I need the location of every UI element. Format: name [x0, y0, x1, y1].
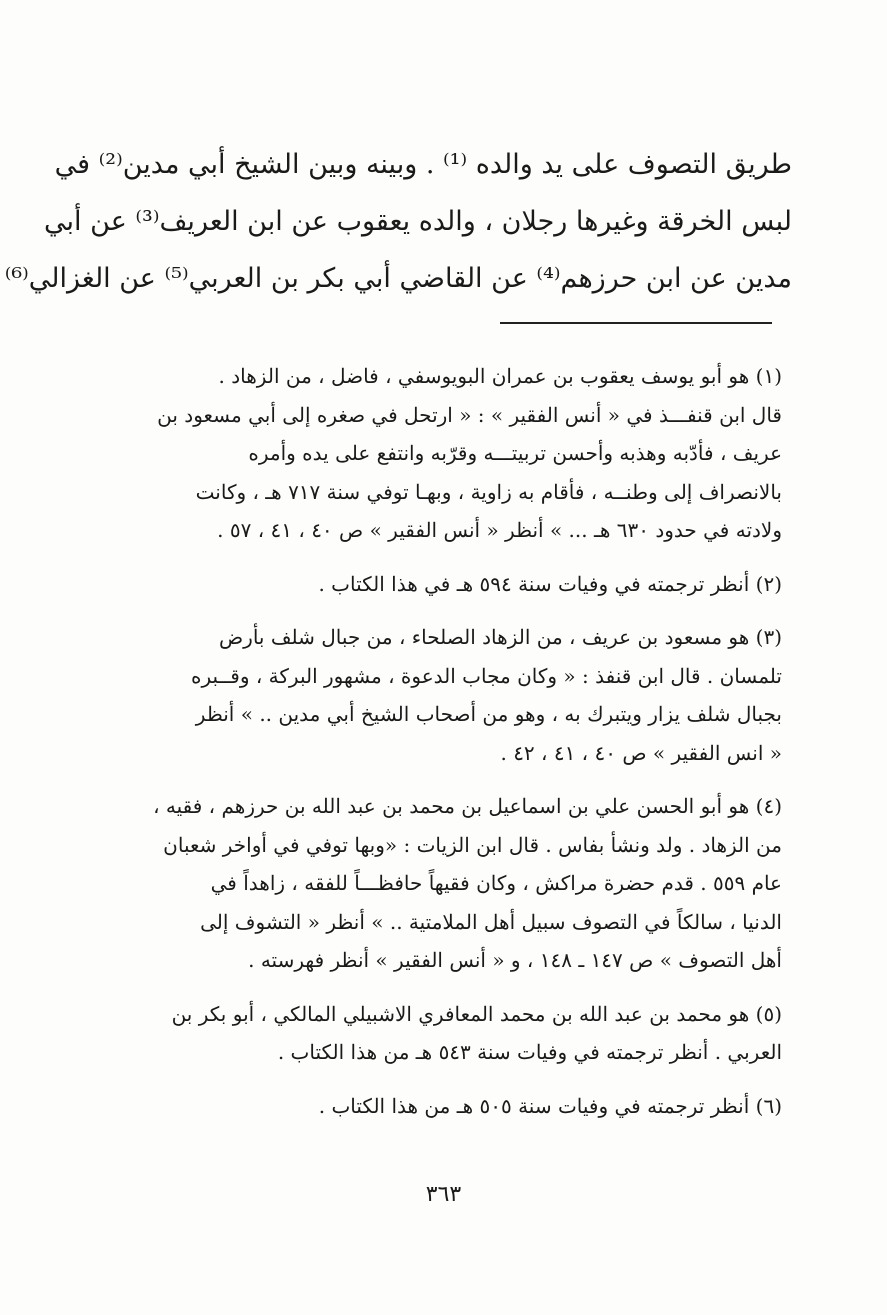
footnote-4 — [92, 787, 782, 980]
footnote-line: الدنيا ، سالكاً في التصوف سبيل أهل الملامتية .. » أنظر « التشوف إلى — [200, 909, 782, 934]
footnote-line: « انس الفقير » ص ٤٠ ، ٤١ ، ٤٢ . — [500, 740, 782, 765]
footnote-line: عريف ، فأدّبه وهذبه وأحسن تربيتـــه وقرّبه وانتفع على يده وأمره — [248, 441, 782, 465]
footnote-5 — [92, 995, 782, 1072]
footnote-line: تلمسان . قال ابن قنفذ : « وكان مجاب الدعوة ، مشهور البركة ، وقــبره — [191, 663, 782, 688]
footnote-1 — [92, 357, 782, 550]
footnote-line: قال ابن قنفـــذ في « أنس الفقير » : « ارتحل في صغره إلى أبي مسعود بن — [157, 402, 782, 427]
footnote-line: بالانصراف إلى وطنــه ، فأقام به زاوية ، وبهـا توفي سنة ٧١٧ هـ ، وكانت — [195, 479, 782, 504]
footnote-line: عام ٥٥٩ . قدم حضرة مراكش ، وكان فقيهاً حافظـــاً للفقه ، زاهداً في — [210, 871, 782, 895]
main-text-line: طريق التصوف على يد والده ⁽¹⁾ . وبينه وبين الشيخ أبي مدين⁽²⁾ في — [54, 149, 792, 180]
footnote-line: (١) هو أبو يوسف يعقوب بن عمران البويوسفي ، فاضل ، من الزهاد . — [218, 364, 782, 388]
main-text-line: مدين عن ابن حرزهم⁽⁴⁾ عن القاضي أبي بكر بن العربي⁽⁵⁾ عن الغزالي⁽⁶⁾ — [4, 263, 792, 294]
footnote-separator — [500, 322, 772, 324]
footnote-line: (٢) أنظر ترجمته في وفيات سنة ٥٩٤ هـ في هذا الكتاب . — [318, 571, 782, 596]
footnote-6 — [92, 1087, 782, 1126]
main-text-block — [4, 136, 792, 307]
footnote-line: (٣) هو مسعود بن عريف ، من الزهاد الصلحاء ، من جبال شلف بأرض — [218, 625, 782, 649]
footnote-line: من الزهاد . ولد ونشأ بفاس . قال ابن الزيات : «وبها توفي في أواخر شعبان — [163, 832, 782, 857]
footnote-line: أهل التصوف » ص ١٤٧ ـ ١٤٨ ، و « أنس الفقير » أنظر فهرسته . — [248, 948, 782, 972]
footnote-line: ولادته في حدود ٦٣٠ هـ ... » أنظر « أنس الفقير » ص ٤٠ ، ٤١ ، ٥٧ . — [217, 518, 782, 542]
footnote-2 — [92, 565, 782, 604]
page-number: ٣٦٣ — [425, 1182, 462, 1207]
footnote-line: (٤) هو أبو الحسن علي بن اسماعيل بن محمد بن عبد الله بن حرزهم ، فقيه ، — [153, 794, 782, 818]
footnote-3 — [92, 618, 782, 772]
footnote-line: (٦) أنظر ترجمته في وفيات سنة ٥٠٥ هـ من هذا الكتاب . — [318, 1093, 782, 1118]
footnotes-block — [92, 357, 782, 1131]
main-text-line: لبس الخرقة وغيرها رجلان ، والده يعقوب عن ابن العريف⁽³⁾ عن أبي — [44, 206, 792, 237]
footnote-line: بجبال شلف يزار ويتبرك به ، وهو من أصحاب الشيخ أبي مدين .. » أنظر — [195, 702, 782, 726]
footnote-line: العربي . أنظر ترجمته في وفيات سنة ٥٤٣ هـ من هذا الكتاب . — [277, 1040, 782, 1064]
footnote-line: (٥) هو محمد بن عبد الله بن محمد المعافري الاشبيلي المالكي ، أبو بكر بن — [171, 1001, 782, 1026]
